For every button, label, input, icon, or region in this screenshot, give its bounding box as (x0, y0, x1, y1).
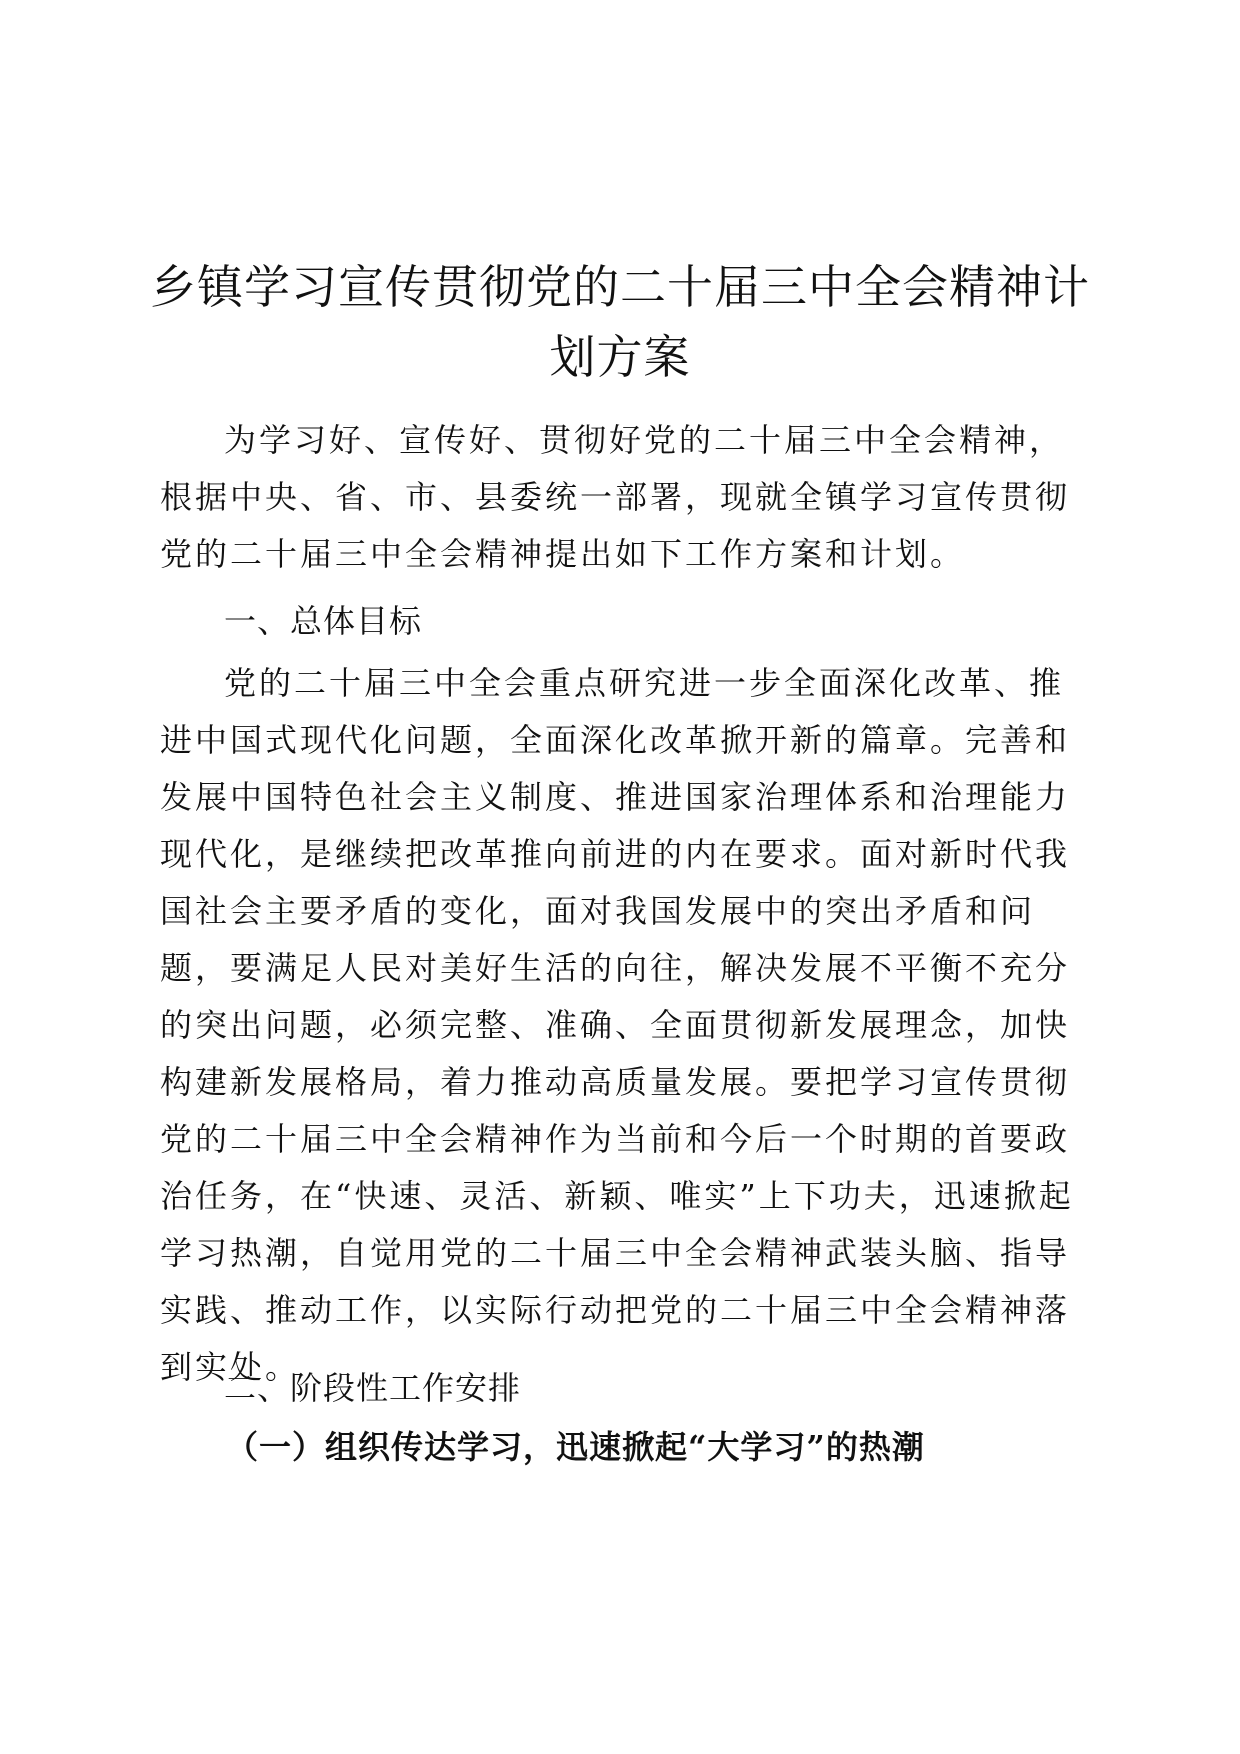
subsection-heading-organize-study: （一）组织传达学习，迅速掀起“大学习”的热潮 (226, 1428, 925, 1466)
overall-goal-paragraph-block (160, 655, 1080, 1396)
intro-paragraph: 为学习好、宣传好、贯彻好党的二十届三中全会精神，根据中央、省、市、县委统一部署，现就全镇学习宣传贯彻党的二十届三中全会精神提出如下工作方案和计划。 (160, 421, 1071, 573)
document-title: 乡镇学习宣传贯彻党的二十届三中全会精神计划方案 (150, 260, 1090, 384)
overall-goal-paragraph: 党的二十届三中全会重点研究进一步全面深化改革、推进中国式现代化问题，全面深化改革掀开新的篇章。完善和发展中国特色社会主义制度、推进国家治理体系和治理能力现代化，是继续把改革推向前进的内在要求。面对新时代我国社会主要矛盾的变化，面对我国发展中的突出矛盾和问题，要满足人民对美好生活的向往，解决发展不平衡不充分的突出问题，必须完整、准确、全面贯彻新发展理念，加快构建新发展格局，着力推动高质量发展。要把学习宣传贯彻党的二十届三中全会精神作为当前和今后一个时期的首要政治任务，在“快速、灵活、新颖、唯实”上下功夫，迅速掀起学习热潮，自觉用党的二十届三中全会精神武装头脑、指导实践、推动工作，以实际行动把党的二十届三中全会精神落到实处。 (160, 664, 1074, 1386)
intro-paragraph-block (160, 412, 1080, 583)
section-heading-overall-goal: 一、总体目标 (224, 602, 423, 640)
section-heading-phased-arrangements: 二、阶段性工作安排 (224, 1369, 522, 1407)
